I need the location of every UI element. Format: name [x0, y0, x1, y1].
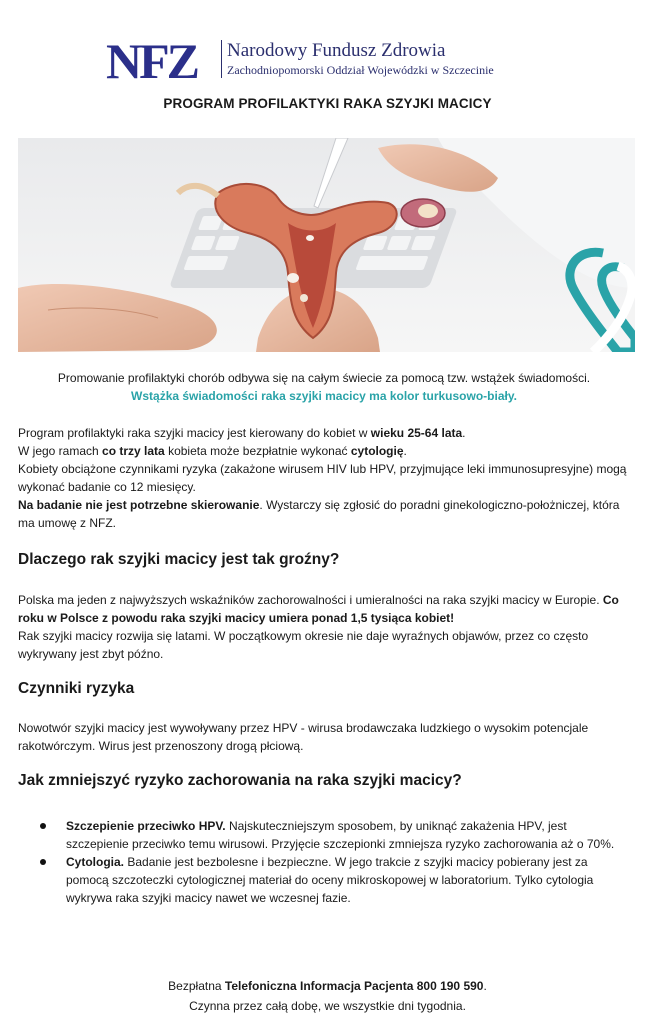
- hotline-hours: Czynna przez całą dobę, we wszystkie dni tygodnia.: [189, 999, 466, 1013]
- org-name: Narodowy Fundusz Zdrowia: [227, 40, 446, 61]
- program-risk-group: Kobiety obciążone czynnikami ryzyka (zakażone wirusem HIV lub HPV, przyjmujące leki immunosupresyjne) mogą wykonać badanie co 12 miesięcy.: [18, 462, 627, 494]
- ribbon-color-note: Wstążka świadomości raka szyjki macicy ma kolor turkusowo-biały.: [131, 389, 517, 403]
- risk-heading: Czynniki ryzyka: [18, 680, 135, 697]
- list-item: Szczepienie przeciwko HPV. Najskuteczniejszym sposobem, by uniknąć zakażenia HPV, jest szczepienie przeciwko temu wirusowi. Przyjęcie szczepionki zmniejsza ryzyko zachorowania aż o 70%.: [40, 817, 630, 853]
- footer: [0, 976, 655, 1016]
- section-risk: [18, 680, 630, 698]
- intro: [18, 369, 630, 405]
- nfz-logo: [104, 36, 214, 84]
- reduce-list: [40, 817, 630, 907]
- list-item: Cytologia. Badanie jest bezbolesne i bezpieczne. W jego trakcie z szyjki macicy pobierany jest za pomocą szczoteczki cytologicznej materiał do oceny mikroskopowej w laboratorium. Tylko cytologia wykrywa raka szyjki macicy nawet we wczesnej fazie.: [40, 853, 630, 907]
- intro-line: Promowanie profilaktyki chorób odbywa się na całym świecie za pomocą tzw. wstążek świadomości.: [57, 371, 591, 385]
- bullet-icon: [40, 859, 46, 865]
- hero-image: [18, 138, 635, 352]
- section-danger: [18, 551, 630, 569]
- section-reduce: [18, 772, 630, 790]
- danger-text: [18, 591, 630, 663]
- program-info: [18, 424, 630, 532]
- org-branch: Zachodniopomorski Oddział Wojewódzki w Szczecinie: [227, 63, 494, 77]
- risk-paragraph: Nowotwór szyjki macicy jest wywoływany przez HPV - wirusa brodawczaka ludzkiego o wysokim potencjale rakotwórczym. Wirus jest przenoszony drogą płciową.: [18, 721, 589, 753]
- organization: [227, 40, 494, 78]
- program-referral: Na badanie nie jest potrzebne skierowanie. Wystarczy się zgłosić do poradni ginekologiczno-położniczej, która ma umowę z NFZ.: [18, 498, 620, 530]
- danger-heading: Dlaczego rak szyjki macicy jest tak groźny?: [18, 551, 340, 568]
- logo-text: NFZ: [106, 36, 197, 84]
- header: [0, 36, 655, 84]
- bullet-icon: [40, 823, 46, 829]
- reduce-heading: Jak zmniejszyć ryzyko zachorowania na raka szyjki macicy?: [18, 772, 462, 789]
- uterus-model-icon: [18, 138, 635, 352]
- program-frequency: W jego ramach co trzy lata kobieta może bezpłatnie wykonać cytologię.: [18, 444, 407, 458]
- page-title: PROGRAM PROFILAKTYKI RAKA SZYJKI MACICY: [163, 96, 492, 111]
- program-target: Program profilaktyki raka szyjki macicy jest kierowany do kobiet w wieku 25-64 lata.: [18, 426, 466, 440]
- patient-hotline: Bezpłatna Telefoniczna Informacja Pacjenta 800 190 590.: [168, 979, 487, 993]
- danger-paragraph: Polska ma jeden z najwyższych wskaźników zachorowalności i umieralności na raka szyjki macicy w Europie. Co roku w Polsce z powodu raka szyjki macicy umiera ponad 1,5 tysiąca kobiet!: [18, 593, 619, 625]
- danger-paragraph-2: Rak szyjki macicy rozwija się latami. W początkowym okresie nie daje wyraźnych objawów, przez co często wykrywany jest zbyt późno.: [18, 629, 589, 661]
- risk-text: [18, 719, 630, 755]
- header-divider: [221, 40, 222, 78]
